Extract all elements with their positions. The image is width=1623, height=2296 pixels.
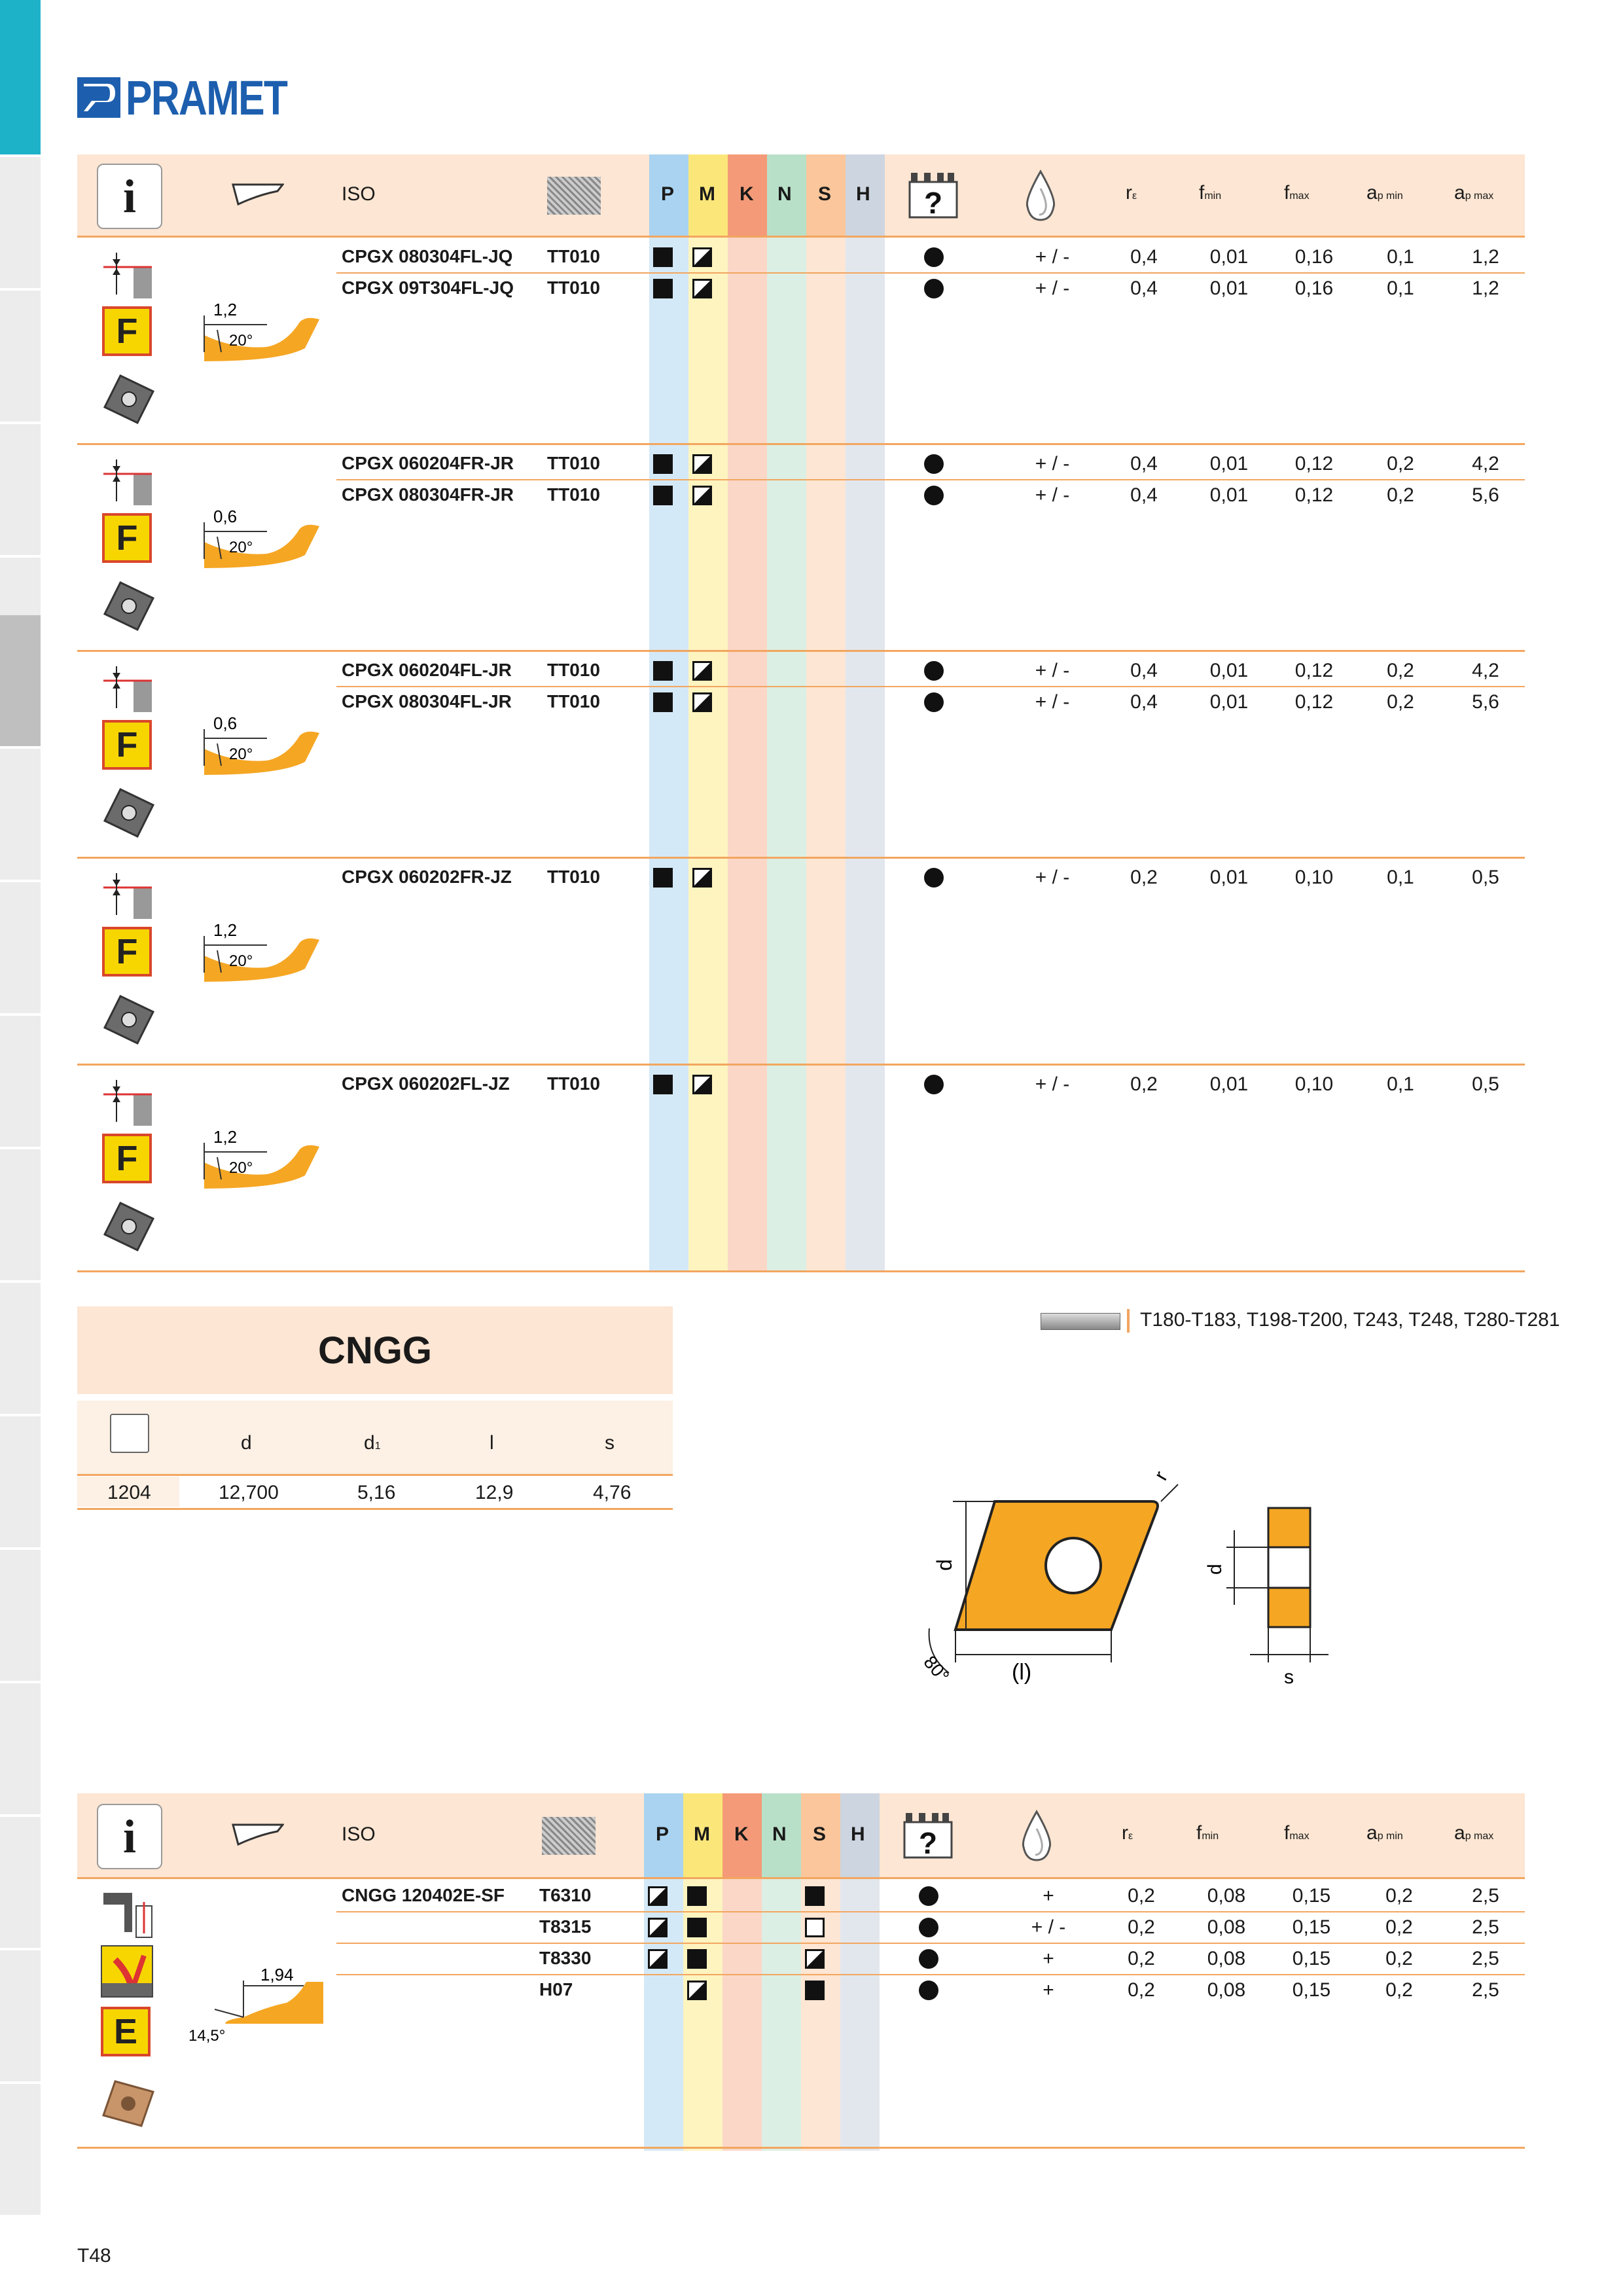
feed-max: 0,10 [1294, 1073, 1334, 1095]
coolant-drop-icon [1024, 169, 1058, 223]
brand-logo [77, 70, 322, 125]
side-tab[interactable] [0, 424, 41, 558]
grade: TT010 [547, 660, 600, 680]
insert-photo-icon [101, 1199, 156, 1254]
suitability-S-primary [805, 1981, 825, 2000]
depth-max: 2,5 [1472, 1916, 1499, 1938]
insert-photo-icon [101, 992, 156, 1047]
suitability-P-primary [653, 661, 673, 681]
feed-min: 0,08 [1207, 1979, 1246, 2001]
feed-min: 0,01 [1209, 867, 1249, 888]
feed-min: 0,01 [1209, 278, 1249, 299]
depth-max: 0,5 [1472, 867, 1499, 888]
col-K: K [740, 183, 754, 205]
dim-d: 12,700 [219, 1482, 279, 1503]
side-tab[interactable] [0, 1550, 41, 1683]
depth-min: 0,2 [1385, 1948, 1413, 1969]
feed-max: 0,10 [1294, 867, 1334, 888]
holder-list: T180-T183, T198-T200, T243, T248, T280-T281 [1140, 1309, 1560, 1331]
feed-min: 0,01 [1209, 1073, 1249, 1095]
suitability-P-primary [653, 868, 673, 888]
iso-code: CPGX 080304FL-JR [342, 691, 512, 711]
page-number: T48 [77, 2245, 111, 2267]
suitability-P-primary [653, 486, 673, 505]
suitability-P-secondary [648, 1886, 668, 1906]
insert-group [77, 652, 1525, 859]
grade: TT010 [547, 484, 600, 505]
recommended-dot [924, 247, 944, 267]
cngg-insert-diagram [903, 1453, 1348, 1715]
depth-max: 0,5 [1472, 1073, 1499, 1095]
col-S: S [818, 183, 832, 205]
suitability-M-secondary [687, 1981, 707, 2000]
col-r: r [1126, 182, 1132, 204]
corner-radius: 0,2 [1128, 1948, 1155, 1969]
chip-width: 1,2 [213, 1127, 238, 1147]
table-row[interactable] [77, 687, 1525, 719]
suitability-P-primary [653, 279, 673, 298]
dim-d1: 5,16 [357, 1482, 396, 1503]
feed-max: 0,15 [1292, 1885, 1331, 1907]
table-row[interactable] [77, 863, 1525, 894]
dim-size: 1204 [107, 1482, 151, 1503]
corner-radius: 0,4 [1130, 660, 1158, 681]
coolant: + / - [1035, 246, 1070, 268]
side-tab[interactable] [0, 1016, 41, 1149]
pramet-logo-icon [77, 77, 120, 118]
coolant: + / - [1031, 1916, 1066, 1938]
insert-profile-icon [232, 183, 284, 206]
side-tab[interactable] [0, 882, 41, 1016]
insert-photo-icon [101, 785, 156, 840]
suitability-M-secondary [692, 1075, 712, 1094]
grade: TT010 [547, 1073, 600, 1094]
coolant: + / - [1035, 453, 1070, 475]
svg-text:?: ? [918, 1826, 938, 1860]
side-tab[interactable] [0, 2084, 41, 2217]
side-tab-current[interactable] [0, 615, 41, 749]
suitability-P-primary [653, 692, 673, 712]
svg-text:?: ? [923, 186, 943, 220]
e-badge: E [101, 2007, 151, 2056]
chip-angle: 20° [229, 1159, 253, 1177]
feed-min: 0,08 [1207, 1885, 1246, 1907]
side-tab[interactable] [0, 1683, 41, 1817]
chip-width: 1,2 [213, 920, 238, 940]
suitability-M-secondary [692, 279, 712, 298]
suitability-S-limited [805, 1918, 825, 1937]
iso-code: CNGG 120402E-SF [342, 1885, 505, 1905]
dim-head-d1: d [364, 1432, 375, 1454]
feed-max: 0,15 [1292, 1916, 1331, 1938]
feed-max: 0,16 [1294, 246, 1334, 268]
dim-head-d: d [241, 1432, 252, 1454]
cngg-title: CNGG [77, 1306, 673, 1394]
recommended-dot [919, 1949, 938, 1969]
depth-max: 1,2 [1472, 246, 1499, 268]
col-M: M [699, 183, 715, 205]
feed-min: 0,01 [1209, 484, 1249, 506]
info-icon: i [97, 1804, 162, 1869]
iso-code: CPGX 09T304FL-JQ [342, 278, 514, 298]
f-badge: F [102, 513, 152, 563]
side-tab[interactable] [0, 1283, 41, 1416]
table-row[interactable] [77, 480, 1525, 512]
side-tab[interactable] [0, 157, 41, 291]
table-row[interactable] [77, 274, 1525, 305]
grade: T8315 [539, 1916, 592, 1937]
table-row[interactable] [77, 1912, 1525, 1944]
holder-icon [1041, 1313, 1120, 1330]
side-tab[interactable] [0, 749, 41, 882]
suitability-P-secondary [648, 1949, 668, 1969]
recommended-dot [924, 1075, 944, 1094]
side-tab[interactable] [0, 1817, 41, 1950]
depth-max: 4,2 [1472, 453, 1499, 475]
insert-shape-icon [110, 1414, 149, 1453]
dim-s: 4,76 [593, 1482, 632, 1503]
iso-code: CPGX 060202FL-JZ [342, 1073, 510, 1094]
suitability-M-secondary [692, 868, 712, 888]
coolant: + / - [1035, 1073, 1070, 1095]
feed-min: 0,01 [1209, 660, 1249, 681]
f-badge: F [102, 927, 152, 977]
recommended-dot [924, 692, 944, 712]
feed-max: 0,12 [1294, 660, 1334, 681]
col-fmin: f [1199, 182, 1205, 204]
corner-radius: 0,4 [1130, 453, 1158, 475]
iso-code: CPGX 060204FR-JR [342, 453, 514, 473]
corner-radius: 0,2 [1128, 1916, 1155, 1938]
depth-min: 0,2 [1387, 484, 1414, 506]
chip-angle: 20° [229, 332, 253, 350]
insert-photo-icon [101, 372, 156, 427]
f-badge: F [102, 720, 152, 770]
col-apmax: a [1454, 182, 1465, 204]
f-badge: F [102, 1134, 152, 1183]
corner-radius: 0,2 [1128, 1885, 1155, 1907]
col-iso: ISO [342, 183, 376, 205]
depth-max: 5,6 [1472, 691, 1499, 713]
iso-code: CPGX 060204FL-JR [342, 660, 512, 680]
suitability-P-primary [653, 454, 673, 474]
corner-radius: 0,4 [1130, 246, 1158, 268]
dim-l: 12,9 [475, 1482, 514, 1503]
depth-min: 0,2 [1387, 691, 1414, 713]
diagram-l: (l) [1012, 1660, 1032, 1685]
feed-max: 0,16 [1294, 278, 1334, 299]
grade: TT010 [547, 691, 600, 711]
col-P: P [661, 183, 675, 205]
depth-min: 0,2 [1385, 1979, 1413, 2001]
coolant: + [1043, 1948, 1054, 1969]
diagram-d1: d [1204, 1564, 1226, 1575]
chip-geometry-diagram [195, 503, 352, 581]
chip-width: 0,6 [213, 507, 238, 526]
grade: TT010 [547, 453, 600, 473]
grade: T6310 [539, 1885, 592, 1905]
feed-min: 0,01 [1209, 453, 1249, 475]
table-row[interactable] [77, 1975, 1525, 2007]
help-question-icon [907, 170, 959, 220]
recommended-dot [924, 661, 944, 681]
feed-max: 0,12 [1294, 691, 1334, 713]
chip-geometry-diagram [195, 916, 352, 995]
iso-code: CPGX 080304FR-JR [342, 484, 514, 505]
insert-group [77, 859, 1525, 1066]
feed-min: 0,08 [1207, 1916, 1246, 1938]
coolant: + [1043, 1885, 1054, 1907]
chip-angle: 20° [229, 952, 253, 970]
coolant: + [1043, 1979, 1054, 2001]
table-row[interactable] [77, 449, 1525, 480]
corner-radius: 0,4 [1130, 691, 1158, 713]
suitability-M-secondary [692, 247, 712, 267]
suitability-M-secondary [692, 486, 712, 505]
dim-head-l: l [490, 1432, 494, 1454]
diagram-angle: 80° [919, 1651, 954, 1687]
corner-radius: 0,2 [1130, 1073, 1158, 1095]
depth-max: 4,2 [1472, 660, 1499, 681]
depth-min: 0,1 [1387, 1073, 1414, 1095]
diagram-r: r [1150, 1467, 1173, 1484]
depth-max: 2,5 [1472, 1885, 1499, 1907]
suitability-S-secondary [805, 1949, 825, 1969]
suitability-M-secondary [692, 454, 712, 474]
insert-group [77, 1066, 1525, 1272]
side-tab[interactable] [0, 291, 41, 424]
grade-icon [547, 177, 601, 215]
chip-angle: 20° [229, 539, 253, 556]
cngg-insert-photo-icon [101, 2077, 156, 2130]
table-row[interactable] [77, 1881, 1525, 1912]
suitability-M-primary [687, 1918, 707, 1937]
cngg-table: i ISO P M K N S H ? rε fmin fmax ap min ap max E 1,94 14,5° CNGG 120402E-SF T6310 + 0,2 0,08 0,15 0,2 2,5 T8315 + / - 0,2 0,08 0,15 0,2 2,5 T8330 + 0,2 0,08 0,15 0,2 2,5 H07 + 0,2 0,08 0,15 0,2 2,5 [77, 1793, 1525, 2151]
chip-geometry-diagram [195, 1123, 352, 1202]
grade: TT010 [547, 278, 600, 298]
grade-icon [542, 1817, 596, 1855]
cpgx-table: i ISO P M K N S H ? rε fmin fmax ap min ap max F 1,2 20° CPGX 080304FL-JQ TT010 + / - 0,4 0,01 0,16 0,1 1,2 CPGX 09T304FL-JQ TT010 + / - 0,4 0,01 0,16 0,1 1,2 F 0,6 20° CPGX 060204FR-JR TT010 + / - 0,4 0,01 0,12 0,2 4,2 CPGX 080304FR-JR TT010 + / - 0,4 0,01 0,12 0,2 5,6 F 0,6 20° CPGX 060204FL-JR TT010 + / - 0,4 0,01 0,12 0,2 4,2 CPGX 080304FL-JR TT010 + / - 0,4 0,01 0,12 0,2 5,6 F 1,2 20° CPGX 060202FR-JZ TT010 + / - 0,2 0,01 0,10 0,1 0,5 F 1,2 20° CPGX 060202FL-JZ TT010 + / - 0,2 0,01 0,10 0,1 0,5 [77, 154, 1525, 1271]
coolant: + / - [1035, 278, 1070, 299]
depth-min: 0,2 [1387, 660, 1414, 681]
chip-angle: 20° [229, 745, 253, 763]
depth-min: 0,2 [1387, 453, 1414, 475]
depth-min: 0,1 [1387, 278, 1414, 299]
iso-code: CPGX 060202FR-JZ [342, 867, 512, 887]
feed-min: 0,08 [1207, 1948, 1246, 1969]
depth-max: 1,2 [1472, 278, 1499, 299]
insert-group [77, 445, 1525, 652]
corner-radius: 0,4 [1130, 278, 1158, 299]
coolant: + / - [1035, 484, 1070, 506]
chip-width: 1,94 [260, 1965, 294, 1984]
side-tab-strip [0, 0, 41, 2296]
coolant: + / - [1035, 691, 1070, 713]
table-row[interactable] [77, 242, 1525, 274]
recommended-dot [919, 1918, 938, 1937]
side-tab[interactable] [0, 1149, 41, 1283]
depth-min: 0,1 [1387, 246, 1414, 268]
iso-code: CPGX 080304FL-JQ [342, 246, 513, 266]
chip-width: 1,2 [213, 300, 238, 319]
dim-head-s: s [605, 1432, 615, 1454]
depth-min: 0,2 [1385, 1916, 1413, 1938]
suitability-M-primary [687, 1949, 707, 1969]
help-question-icon [902, 1810, 954, 1860]
insert-group [77, 238, 1525, 445]
corner-radius: 0,2 [1130, 867, 1158, 888]
table-row[interactable] [77, 1069, 1525, 1101]
col-N: N [777, 183, 792, 205]
chip-width: 0,6 [213, 713, 238, 733]
chip-angle: 14,5° [188, 2027, 226, 2045]
depth-min: 0,1 [1387, 867, 1414, 888]
suitability-S-primary [805, 1886, 825, 1906]
coolant: + / - [1035, 660, 1070, 681]
col-apmin: a [1366, 182, 1378, 204]
corner-radius: 0,4 [1130, 484, 1158, 506]
suitability-P-primary [653, 247, 673, 267]
suitability-P-primary [653, 1075, 673, 1094]
recommended-dot [924, 868, 944, 888]
grade: T8330 [539, 1948, 592, 1968]
suitability-M-secondary [692, 661, 712, 681]
feed-max: 0,15 [1292, 1979, 1331, 2001]
suitability-M-primary [687, 1886, 707, 1906]
recommended-dot [919, 1981, 938, 2000]
depth-max: 2,5 [1472, 1948, 1499, 1969]
chip-geometry-diagram [195, 296, 352, 374]
feed-max: 0,12 [1294, 453, 1334, 475]
diagram-s: s [1284, 1666, 1294, 1688]
chip-geometry-diagram [195, 709, 352, 788]
grade: TT010 [547, 867, 600, 887]
recommended-dot [919, 1886, 938, 1906]
feed-max: 0,15 [1292, 1948, 1331, 1969]
coolant: + / - [1035, 867, 1070, 888]
depth-max: 2,5 [1472, 1979, 1499, 2001]
coolant-drop-icon [1020, 1809, 1054, 1863]
grade: TT010 [547, 246, 600, 266]
side-tab[interactable] [0, 1416, 41, 1550]
suitability-M-secondary [692, 692, 712, 712]
f-badge: F [102, 306, 152, 356]
grade: H07 [539, 1979, 573, 2000]
table-row[interactable] [77, 1944, 1525, 1975]
corner-radius: 0,2 [1128, 1979, 1155, 2001]
recommended-dot [924, 279, 944, 298]
brand-name: PRAMET [126, 70, 287, 125]
feed-min: 0,01 [1209, 246, 1249, 268]
info-icon: i [97, 164, 162, 229]
recommended-dot [924, 454, 944, 474]
recommended-dot [924, 486, 944, 505]
col-H: H [856, 183, 870, 205]
table-row[interactable] [77, 656, 1525, 687]
side-tab[interactable] [0, 1950, 41, 2084]
depth-min: 0,2 [1385, 1885, 1413, 1907]
insert-photo-icon [101, 579, 156, 634]
depth-max: 5,6 [1472, 484, 1499, 506]
diagram-d: d [933, 1559, 956, 1571]
suitability-P-secondary [648, 1918, 668, 1937]
col-fmax: f [1284, 182, 1290, 204]
feed-max: 0,12 [1294, 484, 1334, 506]
insert-profile-icon [232, 1823, 284, 1846]
side-tab-active[interactable] [0, 0, 41, 157]
feed-min: 0,01 [1209, 691, 1249, 713]
